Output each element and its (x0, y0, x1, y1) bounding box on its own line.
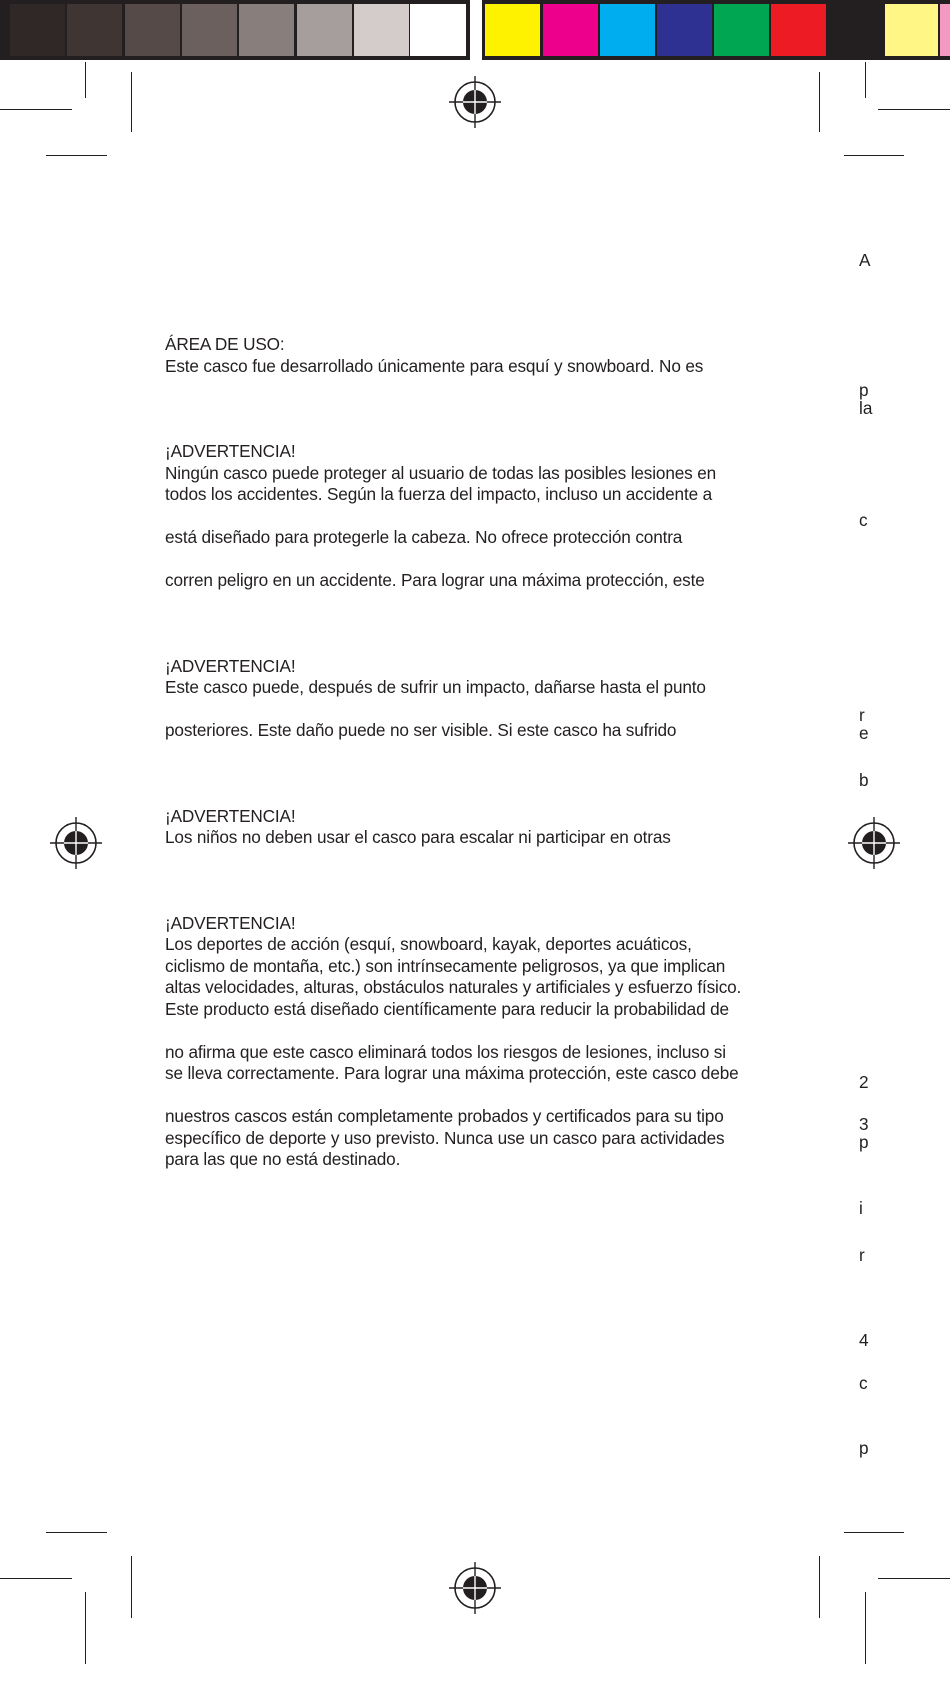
edge-text-fragment: e (859, 723, 869, 743)
crop-mark (131, 72, 132, 132)
edge-text-fragment: r (859, 705, 865, 725)
section-heading: ¡ADVERTENCIA! (165, 805, 296, 826)
edge-text-fragment: i (859, 1198, 863, 1218)
crop-mark (819, 1556, 820, 1618)
body-line: se lleva correctamente. Para lograr una máxima protección, este casco debe (165, 1063, 739, 1083)
color-swatch (885, 4, 938, 56)
color-swatch (297, 4, 352, 56)
body-line: nuestros cascos están completamente probados y certificados para su tipo (165, 1106, 724, 1126)
color-swatch (828, 4, 883, 56)
document-section (165, 656, 805, 742)
color-swatches (0, 0, 950, 62)
body-line: Los deportes de acción (esquí, snowboard, kayak, deportes acuáticos, (165, 934, 692, 954)
section-heading: ¡ADVERTENCIA! (165, 655, 296, 676)
section-heading: ¡ADVERTENCIA! (165, 441, 296, 461)
body-line: posteriores. Este daño puede no ser visible. Si este casco ha sufrido (165, 720, 677, 740)
body-line: Los niños no deben usar el casco para escalar ni participar en otras (165, 827, 671, 847)
crop-mark (865, 1592, 866, 1664)
color-swatch (354, 4, 409, 56)
color-swatch (600, 4, 655, 56)
registration-target-icon (449, 76, 501, 128)
body-line (165, 1020, 805, 1042)
section-heading: ¡ADVERTENCIA! (165, 912, 296, 933)
section-heading: ÁREA DE USO: (165, 334, 285, 354)
edge-text-fragment: 2 (859, 1072, 869, 1092)
edge-text-fragment: b (859, 770, 869, 790)
document-section (165, 441, 805, 592)
registration-target-icon (848, 817, 900, 869)
body-line: corren peligro en un accidente. Para lograr una máxima protección, este (165, 570, 705, 590)
color-swatch (771, 4, 826, 56)
color-swatch (657, 4, 712, 56)
edge-text-fragment: 4 (859, 1330, 869, 1350)
crop-mark (85, 1592, 86, 1664)
registration-target-icon (449, 1562, 501, 1614)
crop-mark (46, 1532, 107, 1533)
color-swatch (239, 4, 294, 56)
body-line: Este casco puede, después de sufrir un impacto, dañarse hasta el punto (165, 677, 706, 697)
body-line: específico de deporte y uso previsto. Nunca use un casco para actividades (165, 1127, 725, 1148)
edge-text-fragment: r (859, 1245, 865, 1265)
body-line: Ningún casco puede proteger al usuario de todas las posibles lesiones en (165, 462, 717, 483)
body-line (165, 506, 805, 528)
body-line (165, 1085, 805, 1107)
document-section (165, 334, 805, 377)
edge-text-fragment: 3 (859, 1114, 869, 1134)
edge-text-fragment: A (859, 250, 871, 270)
edge-text-fragment: p (859, 1438, 869, 1458)
edge-text-fragment: c (859, 510, 868, 530)
registration-target-icon (50, 817, 102, 869)
crop-mark (819, 72, 820, 132)
adjacent-page-fragments (859, 250, 871, 1470)
body-line: altas velocidades, alturas, obstáculos naturales y artificiales y esfuerzo físico. (165, 977, 742, 997)
crop-mark (878, 109, 950, 110)
document-section (165, 806, 805, 849)
crop-mark (85, 62, 86, 98)
color-swatch (410, 4, 466, 56)
color-swatch (125, 4, 180, 56)
body-line: no afirma que este casco eliminará todos los riesgos de lesiones, incluso si (165, 1041, 726, 1062)
color-bar-gap (470, 0, 482, 62)
color-swatch (543, 4, 598, 56)
body-line: Este casco fue desarrollado únicamente para esquí y snowboard. No es (165, 355, 704, 376)
body-line (165, 699, 805, 721)
crop-mark (878, 1578, 950, 1579)
document-body (165, 334, 805, 1171)
color-swatch (67, 4, 122, 56)
color-swatch (940, 4, 950, 56)
edge-text-fragment: p (859, 380, 869, 400)
color-swatch (0, 4, 8, 56)
edge-text-fragment: p (859, 1132, 869, 1152)
edge-text-fragment: la (859, 398, 873, 418)
body-line: ciclismo de montaña, etc.) son intrínsecamente peligrosos, ya que implican (165, 955, 726, 976)
crop-mark (46, 155, 107, 156)
color-swatch (714, 4, 769, 56)
color-calibration-bar (0, 0, 950, 62)
crop-mark (844, 155, 904, 156)
crop-mark (131, 1556, 132, 1618)
body-line: está diseñado para protegerle la cabeza. No ofrece protección contra (165, 527, 683, 547)
crop-mark (844, 1532, 904, 1533)
body-line: todos los accidentes. Según la fuerza del impacto, incluso un accidente a (165, 484, 713, 504)
color-swatch (182, 4, 237, 56)
body-line (165, 549, 805, 571)
color-swatch (485, 4, 540, 56)
crop-mark (865, 62, 866, 98)
crop-mark (0, 109, 72, 110)
color-swatch (10, 4, 65, 56)
document-section (165, 913, 805, 1171)
body-line: Este producto está diseñado científicamente para reducir la probabilidad de (165, 998, 729, 1019)
edge-text-fragment: c (859, 1373, 868, 1393)
crop-mark (0, 1578, 72, 1579)
body-line: para las que no está destinado. (165, 1149, 401, 1169)
